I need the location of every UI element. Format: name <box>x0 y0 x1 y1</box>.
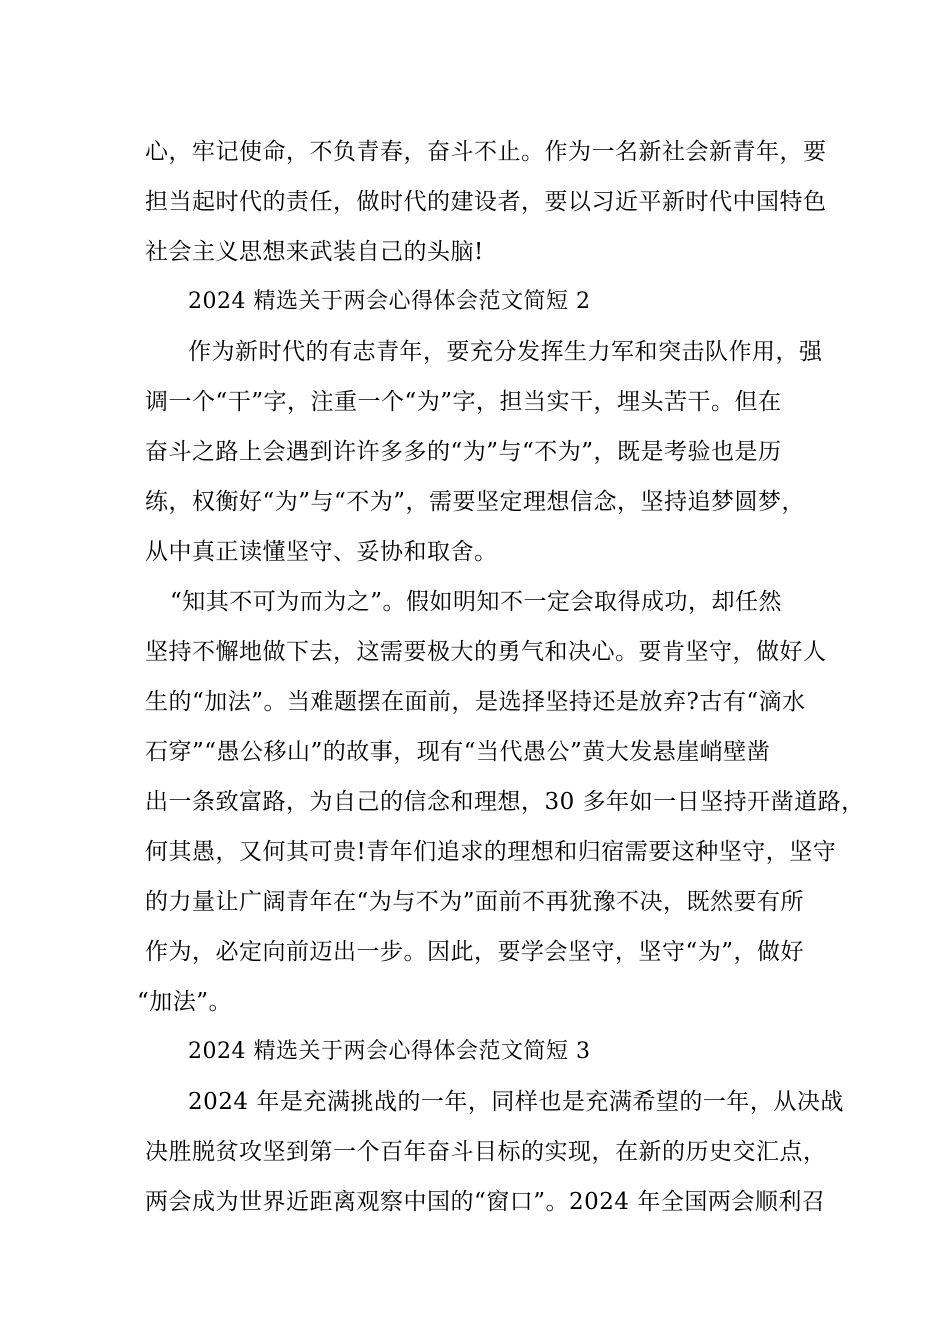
text-line: “知其不可为而为之”。假如明知不一定会取得成功，却任然 <box>170 589 783 615</box>
section-heading: 2024 精选关于两会心得体会范文简短 3 <box>188 1039 591 1064</box>
text-line: 调一个“干”字，注重一个“为”字，担当实干，埋头苦干。但在 <box>145 389 782 415</box>
text-line: 坚持不懈地做下去，这需要极大的勇气和决心。要肯坚守，做好人 <box>145 639 827 665</box>
text-line: 的力量让广阔青年在“为与不为”面前不再犹豫不决，既然要有所 <box>145 889 805 915</box>
text-line: “加法”。 <box>137 989 233 1015</box>
text-line: 担当起时代的责任，做时代的建设者，要以习近平新时代中国特色 <box>145 189 827 215</box>
text-line: 作为新时代的有志青年，要充分发挥生力军和突击队作用，强 <box>188 339 823 365</box>
text-line: 奋斗之路上会遇到许许多多的“为”与“不为”，既是考验也是历 <box>145 439 782 465</box>
text-line: 作为，必定向前迈出一步。因此，要学会坚守，坚守“为”，做好 <box>145 939 805 965</box>
text-line: 两会成为世界近距离观察中国的“窗口”。2024 年全国两会顺利召 <box>145 1189 826 1215</box>
text-line: 心，牢记使命，不负青春，奋斗不止。作为一名新社会新青年，要 <box>145 139 827 165</box>
text-line: 石穿”“愚公移山”的故事，现有“当代愚公”黄大发悬崖峭壁凿 <box>145 739 771 765</box>
text-line: 练，权衡好“为”与“不为”，需要坚定理想信念，坚持追梦圆梦， <box>145 489 806 515</box>
text-line: 生的“加法”。当难题摆在面前，是选择坚持还是放弃?古有“滴水 <box>145 689 806 715</box>
text-line: 社会主义思想来武装自己的头脑! <box>145 239 484 265</box>
text-line: 决胜脱贫攻坚到第一个百年奋斗目标的实现，在新的历史交汇点， <box>145 1139 827 1165</box>
text-line: 出一条致富路，为自己的信念和理想，30 多年如一日坚持开凿道路， <box>145 789 865 815</box>
text-line: 何其愚，又何其可贵!青年们追求的理想和归宿需要这种坚守，坚守 <box>145 839 837 865</box>
text-line: 2024 年是充满挑战的一年，同样也是充满希望的一年，从决战 <box>188 1089 844 1115</box>
section-heading: 2024 精选关于两会心得体会范文简短 2 <box>188 289 591 314</box>
text-line: 从中真正读懂坚守、妥协和取舍。 <box>145 539 498 565</box>
